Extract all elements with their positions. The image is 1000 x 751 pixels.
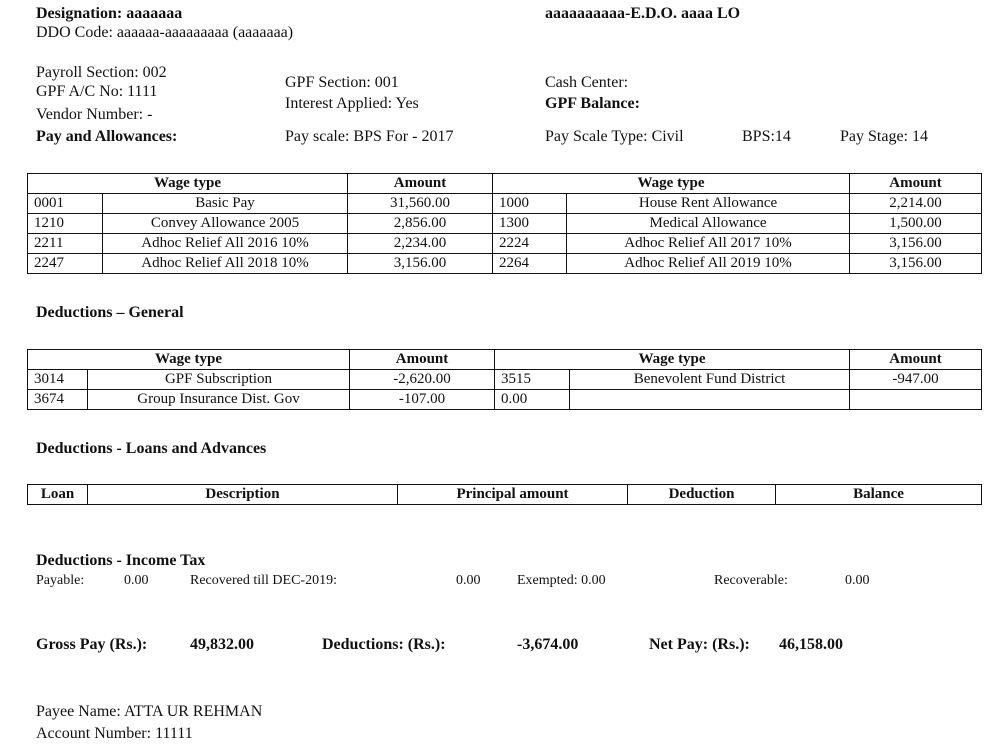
header-loan: Loan	[28, 485, 88, 505]
header-deduction: Deduction	[628, 485, 776, 505]
loans-title: Deductions - Loans and Advances	[36, 440, 267, 457]
table-row	[28, 254, 982, 274]
table-row	[28, 194, 982, 214]
wage-description: Adhoc Relief All 2017 10%	[567, 234, 850, 254]
wage-amount: 2,234.00	[348, 234, 493, 254]
wage-code: 3515	[495, 370, 570, 390]
vendor-number: Vendor Number: -	[36, 106, 153, 123]
cash-center: Cash Center:	[545, 74, 629, 91]
header-amount: Amount	[850, 174, 982, 194]
payroll-section: Payroll Section: 002	[36, 64, 167, 81]
wage-description: Adhoc Relief All 2016 10%	[103, 234, 348, 254]
wage-code: 2211	[28, 234, 103, 254]
pay-stage: Pay Stage: 14	[840, 128, 928, 145]
wage-code: 1210	[28, 214, 103, 234]
gpf-section: GPF Section: 001	[285, 74, 399, 91]
table-header-row	[28, 174, 982, 194]
wage-description: Convey Allowance 2005	[103, 214, 348, 234]
loans-table	[27, 484, 982, 505]
table-row	[28, 370, 982, 390]
header-wage-type: Wage type	[28, 174, 348, 194]
wage-description	[570, 390, 850, 410]
office-name: aaaaaaaaaa-E.D.O. aaaa LO	[545, 5, 741, 22]
header-wage-type: Wage type	[28, 350, 350, 370]
net-pay-label: Net Pay: (Rs.):	[649, 636, 750, 653]
wage-code: 0001	[28, 194, 103, 214]
exempted: Exempted: 0.00	[517, 573, 606, 588]
gpf-balance: GPF Balance:	[545, 95, 640, 112]
deductions-general-table	[27, 349, 982, 410]
wage-code: 2247	[28, 254, 103, 274]
pay-scale: Pay scale: BPS For - 2017	[285, 128, 454, 145]
table-row	[28, 214, 982, 234]
header-description: Description	[88, 485, 398, 505]
wage-code: 3014	[28, 370, 88, 390]
payable-value: 0.00	[124, 573, 149, 588]
pay-scale-type: Pay Scale Type: Civil	[545, 128, 684, 145]
wage-amount: 2,214.00	[850, 194, 982, 214]
allowances-table	[27, 173, 982, 274]
wage-description: Basic Pay	[103, 194, 348, 214]
deductions-total-label: Deductions: (Rs.):	[322, 636, 446, 653]
wage-amount	[850, 390, 982, 410]
header-amount: Amount	[348, 174, 493, 194]
wage-amount: 31,560.00	[348, 194, 493, 214]
wage-description: Benevolent Fund District	[570, 370, 850, 390]
wage-amount: 3,156.00	[850, 254, 982, 274]
wage-code: 0.00	[495, 390, 570, 410]
table-row	[28, 234, 982, 254]
net-pay-value: 46,158.00	[779, 636, 843, 653]
pay-allowances-title: Pay and Allowances:	[36, 128, 178, 145]
wage-description: House Rent Allowance	[567, 194, 850, 214]
recoverable-label: Recoverable:	[714, 573, 788, 588]
recovered-label: Recovered till DEC-2019:	[190, 573, 337, 588]
recovered-value: 0.00	[456, 573, 481, 588]
header-principal-amount: Principal amount	[398, 485, 628, 505]
header-amount: Amount	[850, 350, 982, 370]
wage-description: Medical Allowance	[567, 214, 850, 234]
wage-code: 1000	[493, 194, 567, 214]
recoverable-value: 0.00	[845, 573, 870, 588]
deductions-total-value: -3,674.00	[517, 636, 579, 653]
header-wage-type: Wage type	[493, 174, 850, 194]
account-number: Account Number: 11111	[36, 725, 193, 742]
payee-name: Payee Name: ATTA UR REHMAN	[36, 703, 263, 720]
table-row	[28, 390, 982, 410]
wage-code: 2224	[493, 234, 567, 254]
wage-code: 2264	[493, 254, 567, 274]
wage-description: GPF Subscription	[88, 370, 350, 390]
deductions-general-title: Deductions – General	[36, 304, 184, 321]
bps-grade: BPS:14	[742, 128, 791, 145]
ddo-code: DDO Code: aaaaaa-aaaaaaaaa (aaaaaaa)	[36, 24, 294, 41]
header-wage-type: Wage type	[495, 350, 850, 370]
wage-description: Group Insurance Dist. Gov	[88, 390, 350, 410]
designation: Designation: aaaaaaa	[36, 5, 183, 22]
wage-code: 3674	[28, 390, 88, 410]
income-tax-title: Deductions - Income Tax	[36, 552, 206, 569]
wage-amount: 3,156.00	[348, 254, 493, 274]
wage-code: 1300	[493, 214, 567, 234]
wage-amount: 3,156.00	[850, 234, 982, 254]
wage-amount: 1,500.00	[850, 214, 982, 234]
header-balance: Balance	[776, 485, 982, 505]
table-header-row	[28, 350, 982, 370]
wage-amount: 2,856.00	[348, 214, 493, 234]
wage-amount: -947.00	[850, 370, 982, 390]
header-amount: Amount	[350, 350, 495, 370]
wage-amount: -2,620.00	[350, 370, 495, 390]
wage-description: Adhoc Relief All 2019 10%	[567, 254, 850, 274]
gross-pay-value: 49,832.00	[190, 636, 254, 653]
wage-description: Adhoc Relief All 2018 10%	[103, 254, 348, 274]
interest-applied: Interest Applied: Yes	[285, 95, 419, 112]
gpf-account-number: GPF A/C No: 1111	[36, 83, 158, 100]
payable-label: Payable:	[36, 573, 85, 588]
gross-pay-label: Gross Pay (Rs.):	[36, 636, 148, 653]
wage-amount: -107.00	[350, 390, 495, 410]
table-header-row	[28, 485, 982, 505]
